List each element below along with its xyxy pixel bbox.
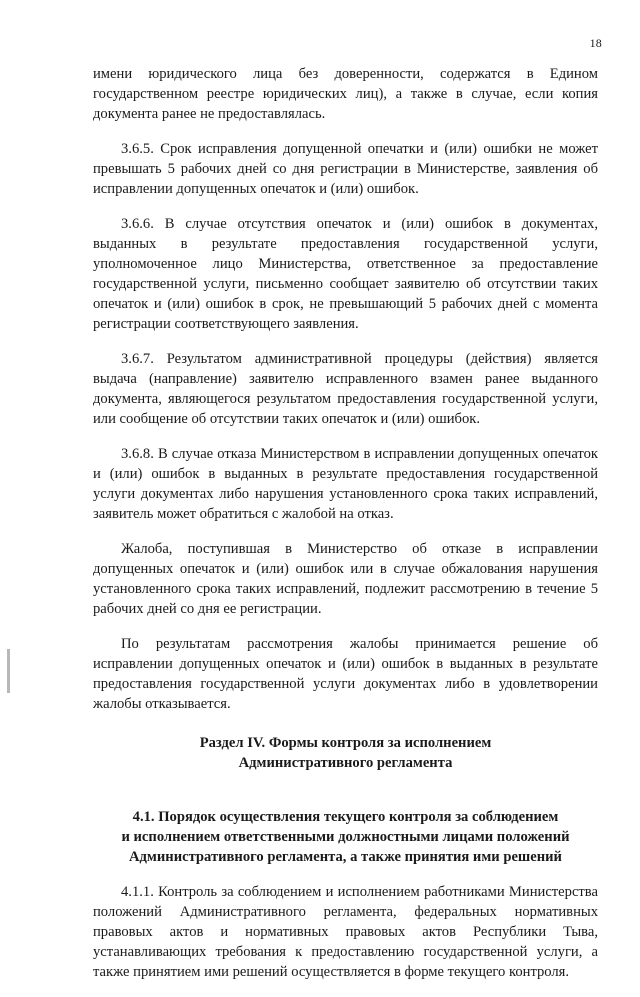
scan-margin-mark — [7, 649, 10, 693]
subsection-title-line-3: Административного регламента, а также принятия ими решений — [129, 849, 562, 865]
paragraph-complaint: Жалоба, поступившая в Министерство об отказе в исправлении допущенных опечаток и (или) ошибок или в случае обжалования нарушения установленного срока таких исправлений, подлежит рассмотрению в течение 5 рабочих дней со дня ее регистрации. — [93, 541, 598, 617]
section-title — [93, 733, 598, 773]
subsection-title-line-2: и исполнением ответственными должностными лицами положений — [121, 829, 570, 845]
paragraph-continuation: имени юридического лица без доверенности, содержатся в Едином государственном реестре юридических лиц), а также в случае, если копия документа ранее не предоставлялась. — [93, 66, 598, 122]
section-title-line-1: Раздел IV. Формы контроля за исполнением — [199, 735, 492, 751]
paragraph-3-6-7: 3.6.7. Результатом административной процедуры (действия) является выдача (направление) заявителю исправленного взамен ранее выданного документа, являющегося результатом предоставления государственной услуги, или сообщение об отсутствии таких опечаток и (или) ошибок. — [93, 351, 598, 427]
document-body — [93, 64, 598, 997]
paragraph-3-6-8: 3.6.8. В случае отказа Министерством в исправлении допущенных опечаток и (или) ошибок в выданных в результате предоставления государственной услуги документах либо нарушения установленного срока таких исправлений, заявитель может обратиться с жалобой на отказ. — [93, 446, 598, 522]
paragraph-3-6-5: 3.6.5. Срок исправления допущенной опечатки и (или) ошибки не может превышать 5 рабочих дней со дня регистрации в Министерстве, заявления об исправлении допущенных опечаток и (или) ошибок. — [93, 141, 598, 197]
paragraph-3-6-6: 3.6.6. В случае отсутствия опечаток и (или) ошибок в документах, выданных в результате предоставления государственной услуги, уполномоченное лицо Министерства, ответственное за предоставление государственной услуги, письменно сообщает заявителю об отсутствии таких опечаток и (или) ошибок в срок, не превышающий 5 рабочих дней с момента регистрации соответствующего заявления. — [93, 216, 598, 332]
page-number: 18 — [589, 36, 602, 50]
paragraph-4-1-1: 4.1.1. Контроль за соблюдением и исполнением работниками Министерства положений Административного регламента, федеральных нормативных правовых актов и нормативных правовых актов Республики Тыва, устанавливающих требования к предоставлению государственной услуги, а также принятием ими решений осуществляется в форме текущего контроля. — [93, 884, 598, 980]
section-title-line-2: Административного регламента — [238, 755, 453, 771]
subsection-title — [93, 807, 598, 867]
subsection-title-line-1: 4.1. Порядок осуществления текущего контроля за соблюдением — [132, 809, 559, 825]
paragraph-complaint-result: По результатам рассмотрения жалобы принимается решение об исправлении допущенных опечаток и (или) ошибок в выданных в результате предоставления государственной услуги документах либо в удовлетворении жалобы отказывается. — [93, 636, 598, 712]
